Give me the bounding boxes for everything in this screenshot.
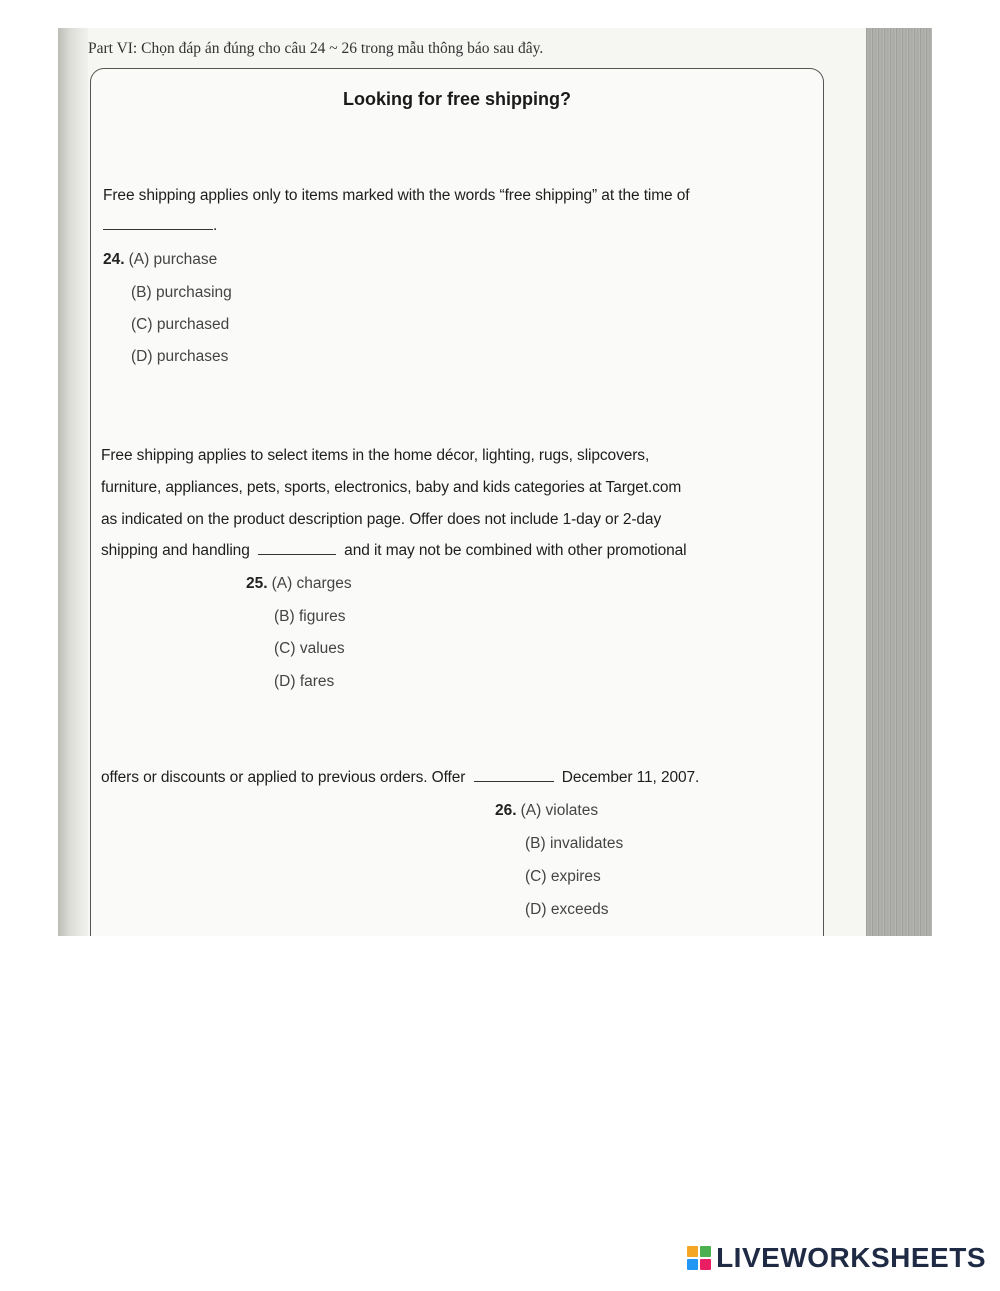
question-25: [246, 575, 546, 705]
scan-edge-strip: [866, 28, 932, 936]
logo-block-3: [687, 1259, 698, 1270]
question-24-option-d[interactable]: (D) purchases: [131, 348, 229, 365]
notice-title: Looking for free shipping?: [343, 89, 571, 109]
scan-binding-shadow: [58, 28, 88, 936]
paragraph-2-line-4: [101, 542, 687, 560]
notice-box: [90, 68, 824, 936]
question-26: [495, 802, 795, 932]
question-25-option-a-label: (A) charges: [271, 575, 352, 592]
logo-block-4: [700, 1259, 711, 1270]
question-26-option-a[interactable]: [495, 802, 598, 820]
question-24-option-c[interactable]: (C) purchased: [131, 316, 230, 333]
paragraph-2: [101, 447, 821, 577]
logo-block-1: [687, 1246, 698, 1257]
paragraph-3-line-1-start: offers or discounts or applied to previous orders. Offer: [101, 769, 466, 786]
liveworksheets-logo[interactable]: [687, 1243, 986, 1273]
part-instruction: Part VI: Chọn đáp án đúng cho câu 24 ~ 26 trong mẫu thông báo sau đây.: [88, 40, 544, 57]
question-26-option-c[interactable]: (C) expires: [525, 868, 601, 885]
question-26-option-b[interactable]: (B) invalidates: [525, 835, 624, 852]
question-25-option-b[interactable]: (B) figures: [274, 608, 346, 625]
blank-25[interactable]: [258, 542, 336, 555]
liveworksheets-logo-text: LIVEWORKSHEETS: [716, 1242, 986, 1273]
paragraph-2-line-3: as indicated on the product description page. Offer does not include 1-day or 2-day: [101, 511, 662, 528]
scanned-worksheet: [58, 28, 932, 936]
logo-block-2: [700, 1246, 711, 1257]
blank-26[interactable]: [474, 769, 554, 782]
paragraph-2-line-4-start: shipping and handling: [101, 542, 250, 559]
liveworksheets-logo-icon: [687, 1246, 711, 1270]
question-24-number: 24.: [103, 251, 125, 268]
paragraph-2-line-1: Free shipping applies to select items in the home décor, lighting, rugs, slipcovers,: [101, 447, 650, 464]
paragraph-3-line-1: [101, 769, 699, 787]
question-26-number: 26.: [495, 802, 517, 819]
question-24-option-b[interactable]: (B) purchasing: [131, 284, 232, 301]
paragraph-1-line-1: Free shipping applies only to items marked with the words “free shipping” at the time of: [103, 187, 690, 204]
question-26-option-d[interactable]: (D) exceeds: [525, 901, 609, 918]
blank-24[interactable]: [103, 217, 213, 230]
question-25-option-a[interactable]: [246, 575, 352, 593]
paragraph-2-line-2: furniture, appliances, pets, sports, electronics, baby and kids categories at Target.com: [101, 479, 682, 496]
paragraph-1-line-2: [103, 217, 217, 235]
question-26-option-a-label: (A) violates: [520, 802, 599, 819]
question-25-option-c[interactable]: (C) values: [274, 640, 345, 657]
paragraph-1: [103, 187, 823, 247]
question-25-option-d[interactable]: (D) fares: [274, 673, 335, 690]
question-24-option-a[interactable]: [103, 251, 217, 269]
question-24-option-a-label: (A) purchase: [128, 251, 218, 268]
blank-24-period: .: [213, 217, 218, 234]
question-24: [103, 251, 403, 381]
paragraph-2-line-4-end: and it may not be combined with other promotional: [344, 542, 687, 559]
paragraph-3-line-1-end: December 11, 2007.: [561, 769, 700, 786]
question-25-number: 25.: [246, 575, 268, 592]
paragraph-3: [101, 769, 821, 799]
